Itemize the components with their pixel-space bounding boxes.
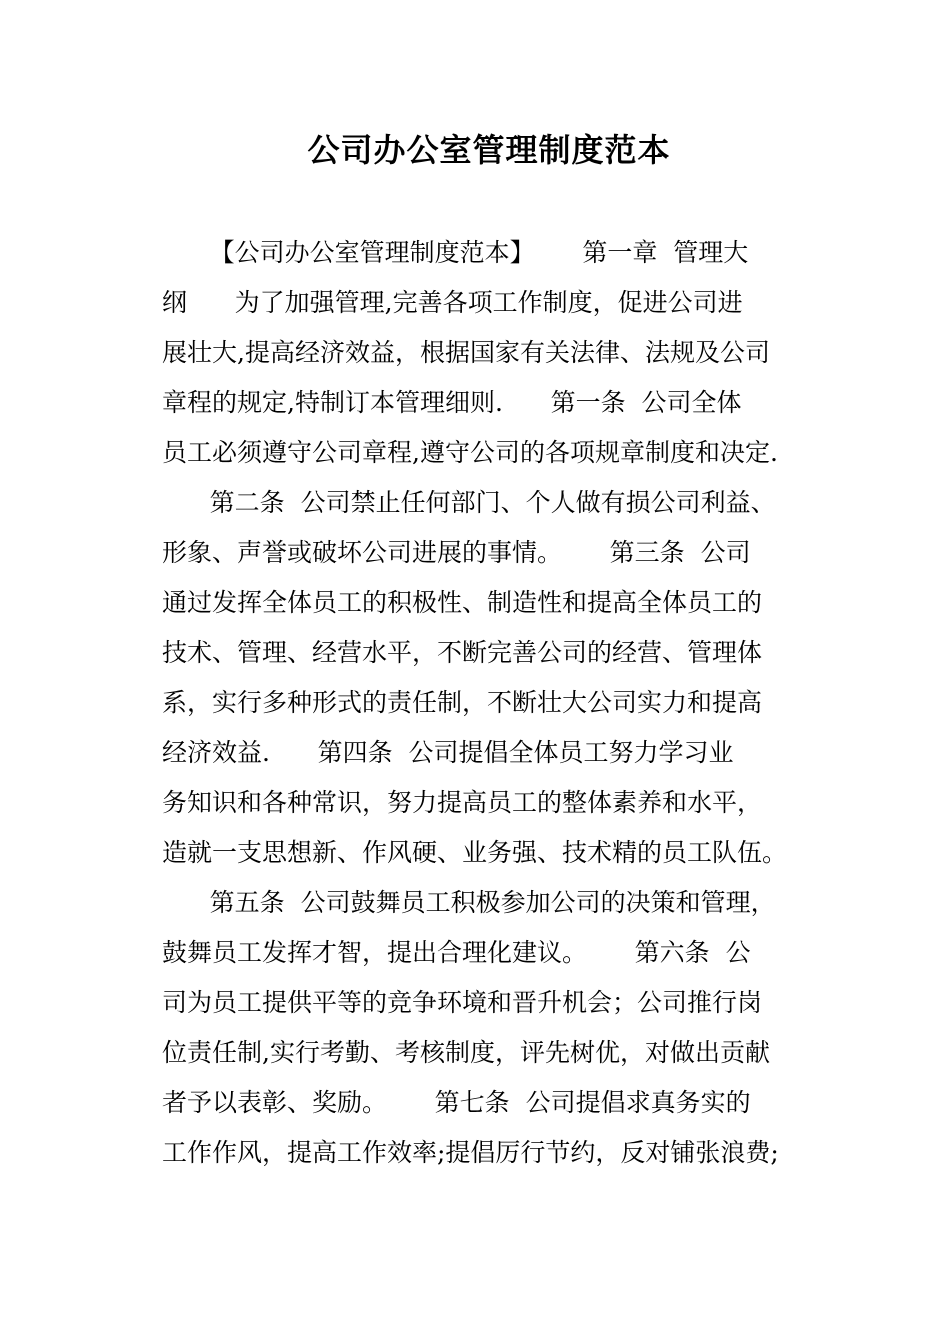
body-line: 工作作风，提高工作效率;提倡厉行节约，反对铺张浪费; — [162, 1138, 779, 1167]
body-line: 第五条 公司鼓舞员工积极参加公司的决策和管理， — [162, 888, 776, 917]
body-line: 纲 为了加强管理,完善各项工作制度，促进公司进 — [162, 288, 743, 317]
body-line: 章程的规定,特制订本管理细则. 第一条 公司全体 — [162, 388, 742, 417]
body-line: 造就一支思想新、作风硬、业务强、技术精的员工队伍。 — [162, 838, 788, 867]
body-line: 【公司办公室管理制度范本】 第一章 管理大 — [162, 238, 749, 267]
body-line: 系，实行多种形式的责任制，不断壮大公司实力和提高 — [162, 688, 763, 717]
document-title: 公司办公室管理制度范本 — [307, 131, 671, 169]
body-line: 经济效益. 第四条 公司提倡全体员工努力学习业 — [162, 738, 734, 767]
body-line: 第二条 公司禁止任何部门、个人做有损公司利益、 — [162, 488, 776, 517]
body-line: 技术、管理、经营水平，不断完善公司的经营、管理体 — [162, 638, 763, 667]
body-line: 务知识和各种常识，努力提高员工的整体素养和水平， — [162, 788, 763, 817]
body-line: 展壮大,提高经济效益，根据国家有关法律、法规及公司 — [162, 338, 770, 367]
body-line: 形象、声誉或破坏公司进展的事情。 第三条 公司 — [162, 538, 751, 567]
body-line: 位责任制,实行考勤、考核制度，评先树优，对做出贡献 — [162, 1038, 770, 1067]
body-line: 员工必须遵守公司章程,遵守公司的各项规章制度和决定. — [162, 438, 778, 467]
body-line: 者予以表彰、奖励。 第七条 公司提倡求真务实的 — [162, 1088, 751, 1117]
body-line: 司为员工提供平等的竞争环境和晋升机会；公司推行岗 — [162, 988, 763, 1017]
body-line: 鼓舞员工发挥才智，提出合理化建议。 第六条 公 — [162, 938, 751, 967]
body-line: 通过发挥全体员工的积极性、制造性和提高全体员工的 — [162, 588, 763, 617]
